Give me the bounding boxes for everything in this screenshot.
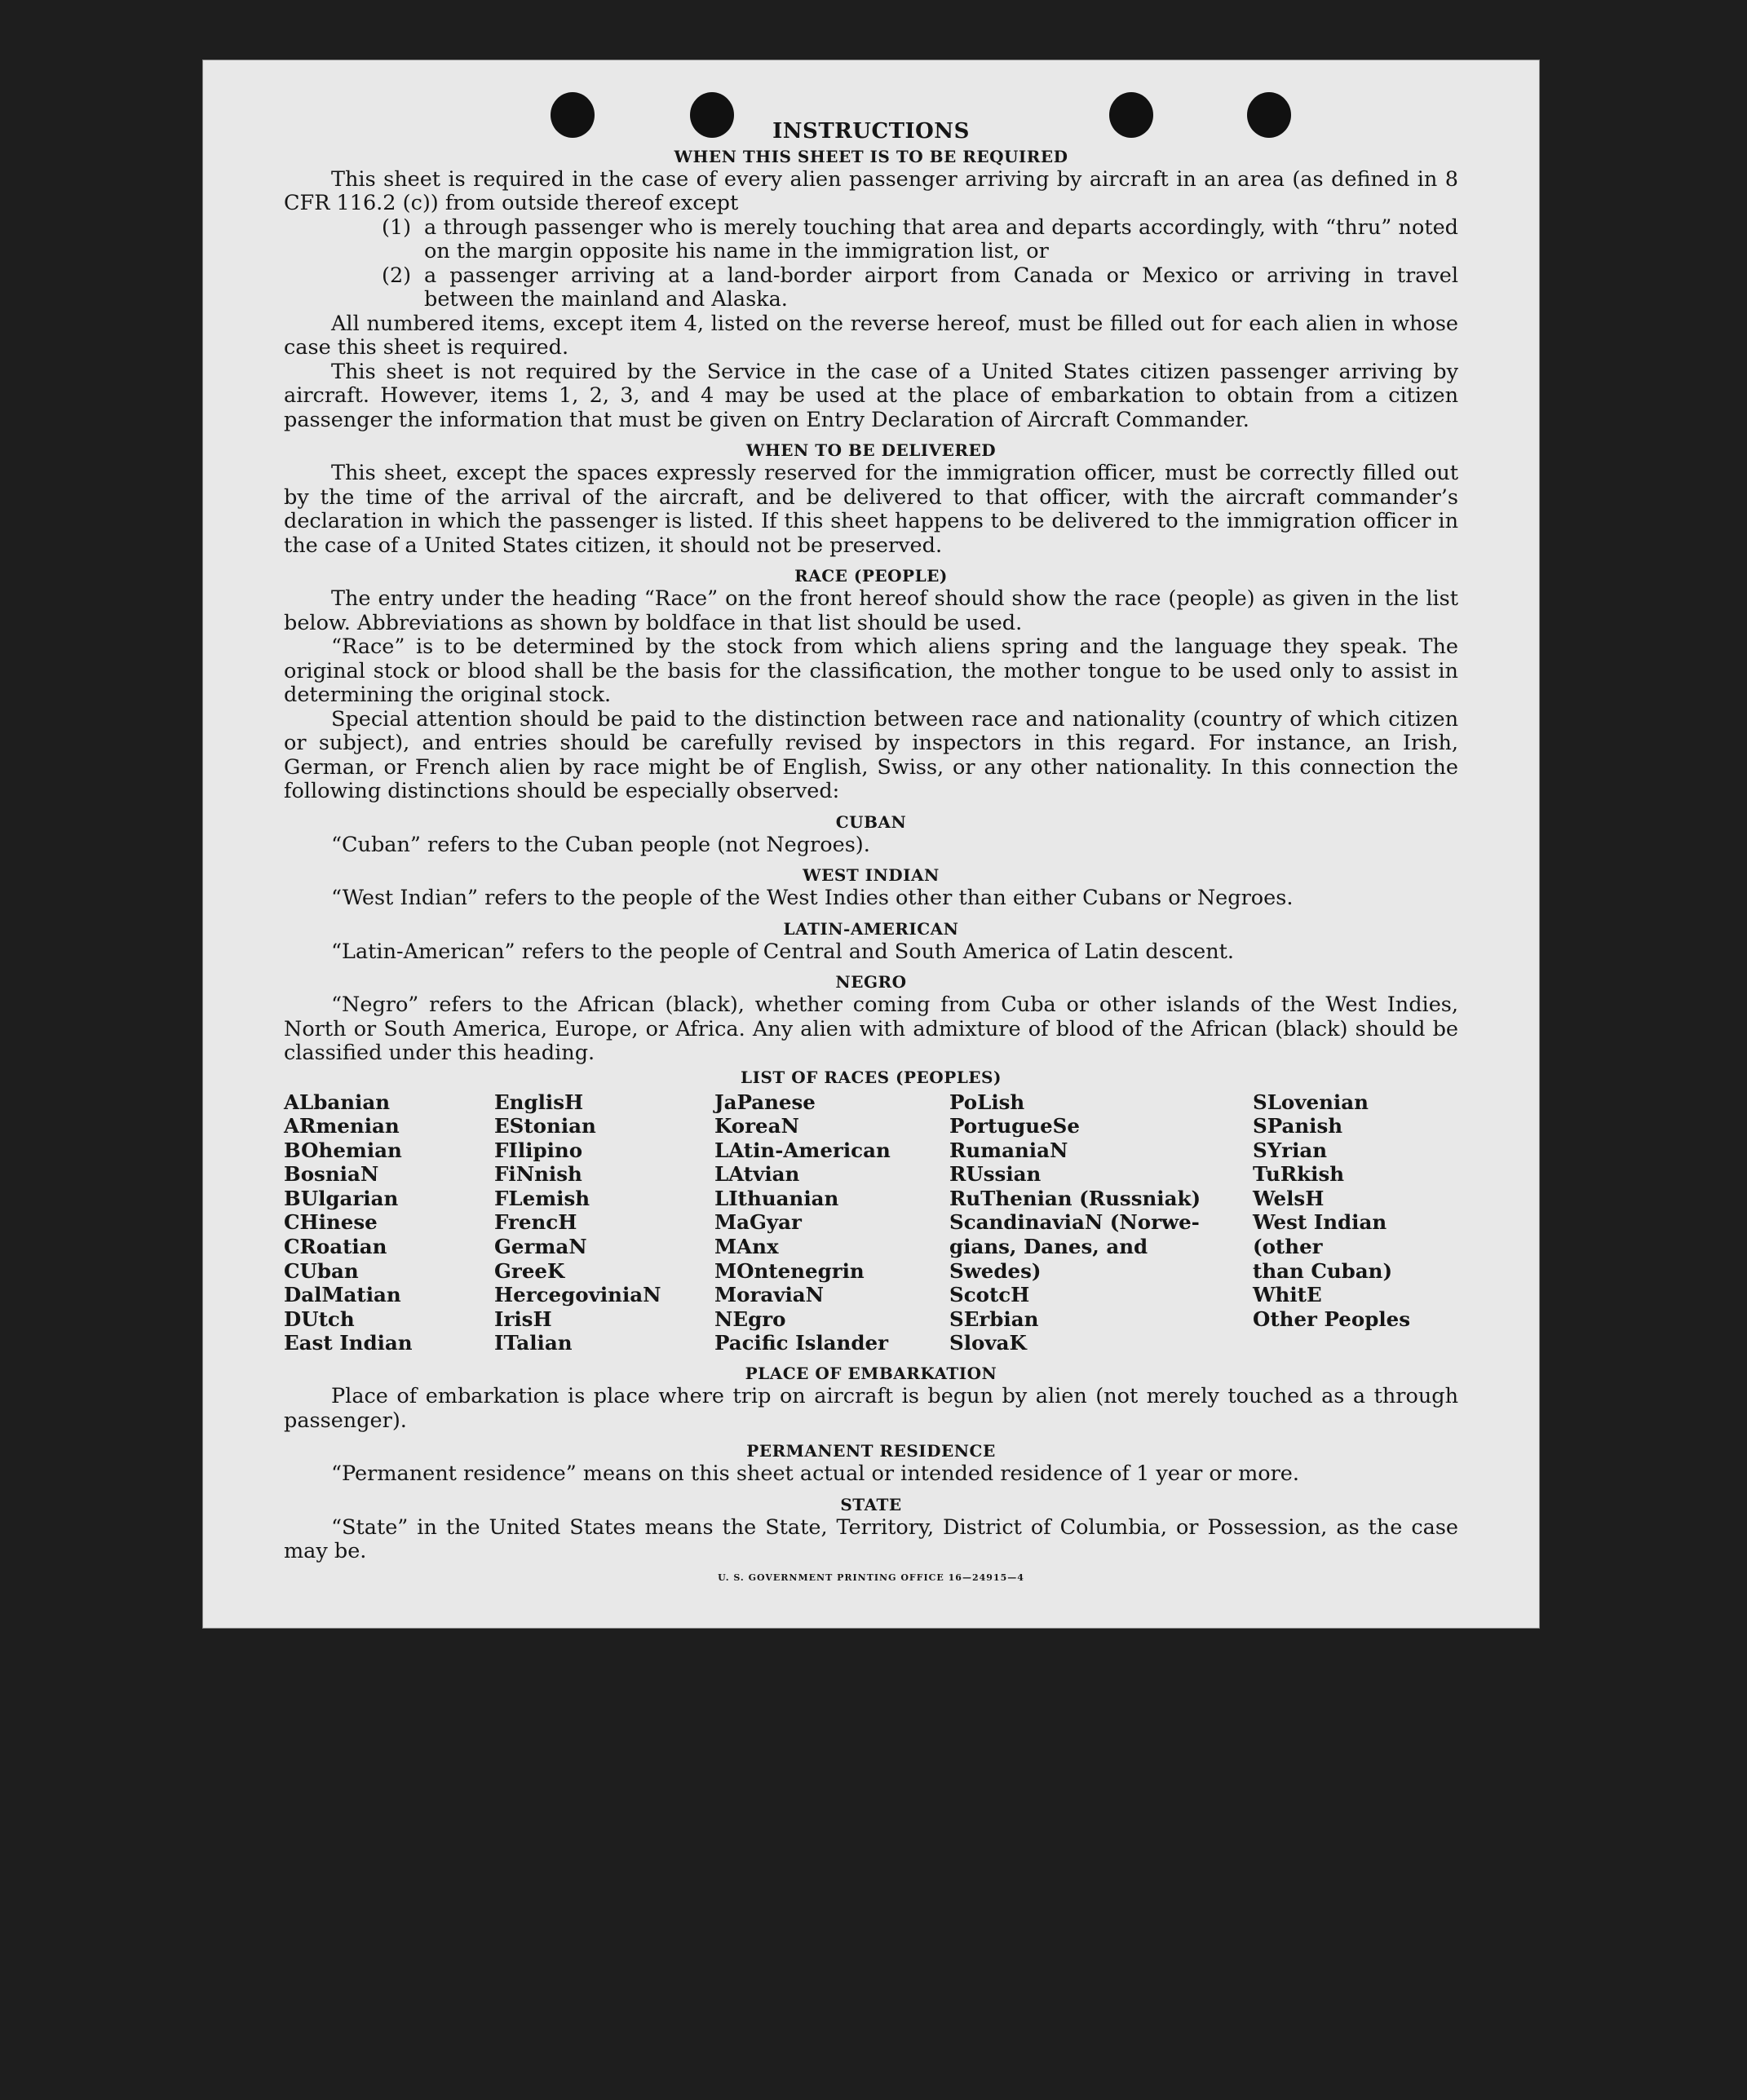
item-text: a through passenger who is merely touching that area and departs accordingly, with “thru” noted on the margin opposite his name in the immigration list, or [424, 214, 1458, 263]
race-entry: NEgro [714, 1306, 786, 1331]
race-entry: WhitE [1253, 1283, 1322, 1307]
item-number: (1) [382, 214, 412, 240]
race-entry: Pacific Islander [714, 1331, 888, 1355]
race-entry: ScandinaviaN (Norwe- gians, Danes, and Swedes) [949, 1210, 1200, 1283]
list-item [284, 216, 1458, 264]
race-column [714, 1090, 949, 1356]
race-entry: PoLish [949, 1090, 1025, 1114]
race-column [1253, 1090, 1458, 1356]
race-entry: FLemish [494, 1186, 590, 1210]
race-entry: SLovenian [1253, 1090, 1369, 1114]
paragraph: All numbered items, except item 4, listed on the reverse hereof, must be filled out for each alien in whose case this sheet is required. [284, 311, 1458, 360]
race-entry: MAnx [714, 1235, 779, 1259]
race-entry: Other Peoples [1253, 1306, 1411, 1331]
paragraph: “Permanent residence” means on this sheet actual or intended residence of 1 year or more. [331, 1461, 1299, 1487]
paragraph: This sheet, except the spaces expressly reserved for the immigration officer, must be correctly filled out by the time of the arrival of the aircraft, and be delivered to that officer, with the aircraft commander’s declaration in which the passenger is listed. If this sheet happens to be delivered to the immigration officer in the case of a United States citizen, it should not be preserved. [284, 461, 1458, 558]
race-entry: PortugueSe [949, 1114, 1080, 1138]
race-entry: HercegoviniaN [494, 1283, 661, 1307]
race-entry: BOhemian [284, 1138, 402, 1162]
list-item [284, 264, 1458, 312]
race-entry: EStonian [494, 1114, 596, 1138]
section-heading: STATE [840, 1494, 902, 1514]
race-entry: ALbanian [284, 1090, 391, 1114]
race-entry: TuRkish [1253, 1162, 1345, 1187]
printer-imprint: U. S. GOVERNMENT PRINTING OFFICE 16—24915—4 [718, 1572, 1024, 1583]
race-entry: SPanish [1253, 1114, 1343, 1138]
race-entry: ScotcH [949, 1283, 1030, 1307]
instructions-content [284, 120, 1458, 1584]
paragraph: “Negro” refers to the African (black), whether coming from Cuba or other islands of the West Indies, North or South America, Europe, or Africa. Any alien with admixture of blood of the African (black) should be classified under this heading. [284, 993, 1458, 1065]
paragraph: “Race” is to be determined by the stock from which aliens spring and the language they speak. The original stock or blood shall be the basis for the classification, the mother tongue to be used only to assist in determining the original stock. [284, 634, 1458, 707]
race-entry: MOntenegrin [714, 1258, 865, 1283]
race-entry: CHinese [284, 1210, 378, 1235]
paragraph: Place of embarkation is place where trip on aircraft is begun by alien (not merely touched as a through passenger). [284, 1384, 1458, 1433]
race-entry: SYrian [1253, 1138, 1328, 1162]
race-column [949, 1090, 1253, 1356]
race-entry: KoreaN [714, 1114, 799, 1138]
race-entry: DUtch [284, 1306, 355, 1331]
race-entry: FrencH [494, 1210, 577, 1235]
race-entry: LAtin-American [714, 1138, 891, 1162]
page-title: INSTRUCTIONS [772, 119, 970, 144]
race-entry: IrisH [494, 1306, 552, 1331]
race-entry: RumaniaN [949, 1138, 1068, 1162]
section-heading: CUBAN [835, 811, 907, 832]
race-entry: CUban [284, 1258, 359, 1283]
paragraph: “Latin-American” refers to the people of Central and South America of Latin descent. [331, 939, 1235, 964]
race-entry: LAtvian [714, 1162, 800, 1187]
paragraph: “West Indian” refers to the people of the West Indies other than either Cubans or Negroes. [331, 886, 1294, 910]
item-text: a passenger arriving at a land-border airport from Canada or Mexico or arriving in travel between the mainland and Alaska. [424, 263, 1458, 312]
race-entry: GermaN [494, 1235, 587, 1259]
race-entry: West Indian (other than Cuban) [1253, 1210, 1393, 1283]
race-list [284, 1090, 1458, 1356]
section-heading: RACE (PEOPLE) [794, 566, 948, 586]
race-entry: GreeK [494, 1258, 565, 1283]
race-entry: DalMatian [284, 1283, 401, 1307]
paragraph: This sheet is required in the case of every alien passenger arriving by aircraft in an area (as defined in 8 CFR 116.2 (c)) from outside thereof except [284, 166, 1458, 215]
race-entry: ITalian [494, 1331, 573, 1355]
paragraph: “Cuban” refers to the Cuban people (not Negroes). [331, 832, 870, 857]
race-entry: RuThenian (Russniak) [949, 1186, 1201, 1210]
section-heading: WHEN TO BE DELIVERED [745, 440, 997, 460]
section-heading: WEST INDIAN [803, 865, 940, 885]
paragraph: “State” in the United States means the State, Territory, District of Columbia, or Possession, as the case may be. [284, 1514, 1458, 1564]
race-entry: LIthuanian [714, 1186, 839, 1210]
item-number: (2) [382, 263, 412, 288]
race-column [284, 1090, 494, 1356]
paragraph: This sheet is not required by the Service in the case of a United States citizen passenger arriving by aircraft. However, items 1, 2, 3, and 4 may be used at the place of embarkation to obtain from a citizen passenger the information that must be given on Entry Declaration of Aircraft Commander. [284, 359, 1458, 432]
section-heading: WHEN THIS SHEET IS TO BE REQUIRED [674, 146, 1068, 166]
race-entry: MoraviaN [714, 1283, 825, 1307]
race-entry: EnglisH [494, 1090, 584, 1114]
race-entry: MaGyar [714, 1210, 802, 1235]
section-heading: NEGRO [835, 972, 907, 992]
race-column [494, 1090, 714, 1356]
document-sheet [202, 60, 1540, 1629]
paragraph: The entry under the heading “Race” on the front hereof should show the race (people) as given in the list below. Abbreviations as shown by boldface in that list should be used. [284, 586, 1458, 635]
section-heading: PERMANENT RESIDENCE [746, 1441, 996, 1461]
section-heading: LATIN-AMERICAN [783, 918, 959, 939]
race-entry: FIlipino [494, 1138, 583, 1162]
race-entry: WelsH [1253, 1186, 1325, 1210]
race-entry: BUlgarian [284, 1186, 399, 1210]
race-entry: RUssian [949, 1162, 1042, 1187]
race-entry: SErbian [949, 1306, 1039, 1331]
race-entry: FiNnish [494, 1162, 582, 1187]
section-heading: LIST OF RACES (PEOPLES) [741, 1067, 1002, 1087]
race-entry: JaPanese [714, 1090, 816, 1114]
race-entry: BosniaN [284, 1162, 379, 1187]
race-entry: ARmenian [284, 1114, 400, 1138]
paragraph: Special attention should be paid to the distinction between race and nationality (country of which citizen or subject), and entries should be carefully revised by inspectors in this regard. For instance, an Irish, German, or French alien by race might be of English, Swiss, or any other nationality. In this connection the following distinctions should be especially observed: [284, 706, 1458, 803]
race-entry: SlovaK [949, 1331, 1027, 1355]
race-entry: CRoatian [284, 1235, 387, 1259]
race-entry: East Indian [284, 1331, 413, 1355]
section-heading: PLACE OF EMBARKATION [745, 1364, 997, 1384]
